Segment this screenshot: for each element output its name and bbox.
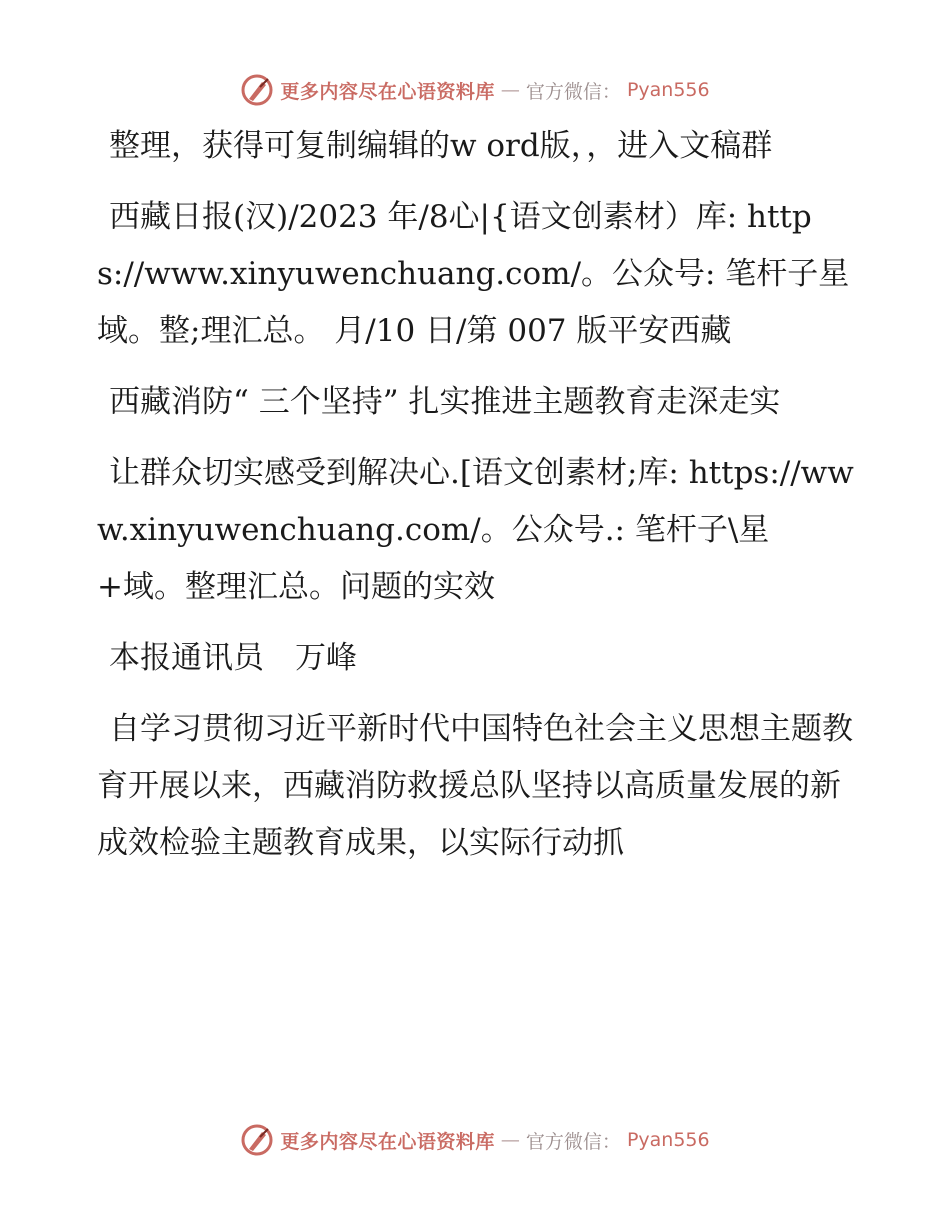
header-watermark-banner [0,68,950,112]
separator-dash: — [500,79,520,101]
promo-text: 更多内容尽在心语资料库 [280,80,495,103]
source-paragraph: 西藏日报(汉)/2023 年/8心|{语文创素材）库: https://www.xinyuwenchuang.com/。公众号: 笔杆子星域。整;理汇总。 月/10 日/第 007 版平安西藏 [97,199,850,349]
separator-dash: — [500,1129,520,1151]
footer-watermark-banner [0,1118,950,1162]
intro-paragraph: 整理，获得可复制编辑的w ord版，，进入文稿群 [109,128,773,164]
article-subheadline: 让群众切实感受到解决心.[语文创素材;库: https://www.xinyuwenchuang.com/。公众号.: 笔杆子\星+域。整理汇总。问题的实效 [97,455,854,605]
quill-logo-icon [240,73,274,107]
promo-text: 更多内容尽在心语资料库 [280,1130,495,1153]
wechat-id: Pyan556 [626,79,710,101]
document-body [97,118,857,886]
wechat-id: Pyan556 [626,1129,710,1151]
quill-logo-icon [240,1123,274,1157]
article-body-paragraph: 自学习贯彻习近平新时代中国特色社会主义思想主题教育开展以来，西藏消防救援总队坚持以高质量发展的新成效检验主题教育成果，以实际行动抓 [97,711,853,861]
article-headline: 西藏消防“ 三个坚持” 扎实推进主题教育走深走实 [109,384,781,420]
wechat-label: 官方微信： [525,1130,621,1153]
article-byline: 本报通讯员 万峰 [109,640,357,676]
wechat-label: 官方微信： [525,80,621,103]
